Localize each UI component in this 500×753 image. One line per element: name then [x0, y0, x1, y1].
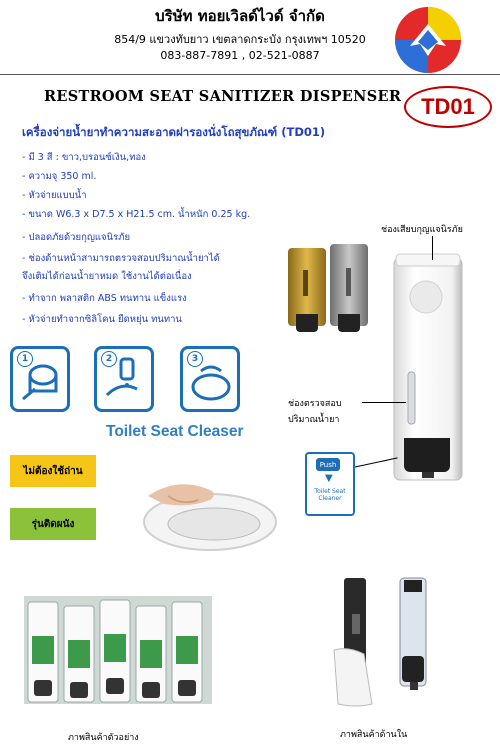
- feature-item: จึงเติมได้ก่อนน้ำยาหมด ใช้งานได้ต่อเนื่อง: [22, 271, 192, 282]
- wipe-seat-icon: [183, 349, 237, 409]
- company-address: 854/9 แขวงทับยาว เขตลาดกระบัง กรุงเทพฯ 10520: [114, 33, 366, 46]
- color-variants-image: [282, 240, 382, 340]
- feature-item: - ทำจาก พลาสติก ABS ทนทาน แข็งแรง: [22, 293, 187, 304]
- dispense-hand-icon: [97, 349, 151, 409]
- key-slot-pointer: [432, 236, 433, 260]
- steps-brand-caption: Toilet Seat Cleaser: [106, 423, 244, 440]
- feature-item: - ขนาด W6.3 x D7.5 x H21.5 cm. น้ำหนัก 0.25 kg.: [22, 209, 251, 220]
- feature-item: - ความจุ 350 ml.: [22, 171, 97, 182]
- feature-item: - ปลอดภัยด้วยกุญแจนิรภัย: [22, 232, 131, 243]
- push-label: Push: [316, 458, 340, 471]
- usage-steps: [10, 346, 250, 414]
- key-slot-callout: ช่องเสียบกุญแจนิรภัย: [381, 225, 463, 235]
- company-phone: 083-887-7891 , 02-521-0887: [160, 49, 320, 62]
- feature-item: - หัวจ่ายทำจากซิลิโคน ยืดหยุ่น ทนทาน: [22, 314, 182, 325]
- feature-item: - มี 3 สี : ขาว,บรอนซ์เงิน,ทอง: [22, 152, 146, 163]
- step-3-panel: [180, 346, 240, 412]
- inside-photo-caption: ภาพสินค้าด้านใน: [340, 730, 408, 740]
- arrow-down-icon: ▼: [325, 473, 333, 484]
- wall-mount-tag: รุ่นติดผนัง: [10, 508, 96, 540]
- feature-item: - ช่องด้านหน้าสามารถตรวจสอบปริมาณน้ำยาได้: [22, 253, 220, 264]
- feature-item: - หัวจ่ายแบบน้ำ: [22, 190, 87, 201]
- product-title: RESTROOM SEAT SANITIZER DISPENSER: [44, 88, 402, 105]
- sample-photo-caption: ภาพสินค้าตัวอย่าง: [68, 733, 139, 743]
- push-label-card: [305, 452, 355, 516]
- feature-list: [22, 150, 282, 330]
- step-1-panel: [10, 346, 70, 412]
- wiping-seat-photo: [128, 452, 280, 552]
- level-check-callout: ช่องตรวจสอบ ปริมาณน้ำยา: [288, 399, 342, 425]
- push-label-text: Toilet Seat Cleaner: [314, 488, 346, 502]
- level-check-pointer: [362, 402, 406, 403]
- company-name: บริษัท ทอยเวิลด์ไวด์ จำกัด: [155, 7, 325, 25]
- product-code-badge: TD01: [404, 86, 492, 128]
- white-dispenser-image: [388, 252, 468, 492]
- toy-worldwide-logo: [392, 4, 464, 76]
- no-battery-tag: ไม่ต้องใช้ถ่าน: [10, 455, 96, 487]
- step-number: 3: [187, 351, 203, 367]
- step-number: 2: [101, 351, 117, 367]
- step-2-panel: [94, 346, 154, 412]
- product-subtitle: เครื่องจ่ายน้ำยาทำความสะอาดฝารองนั่งโถสุขภัณฑ์ (TD01): [22, 125, 326, 139]
- step-number: 1: [17, 351, 33, 367]
- toilet-paper-icon: [13, 349, 67, 409]
- product-inside-photo: [330, 574, 442, 708]
- product-sample-photo: [24, 596, 212, 704]
